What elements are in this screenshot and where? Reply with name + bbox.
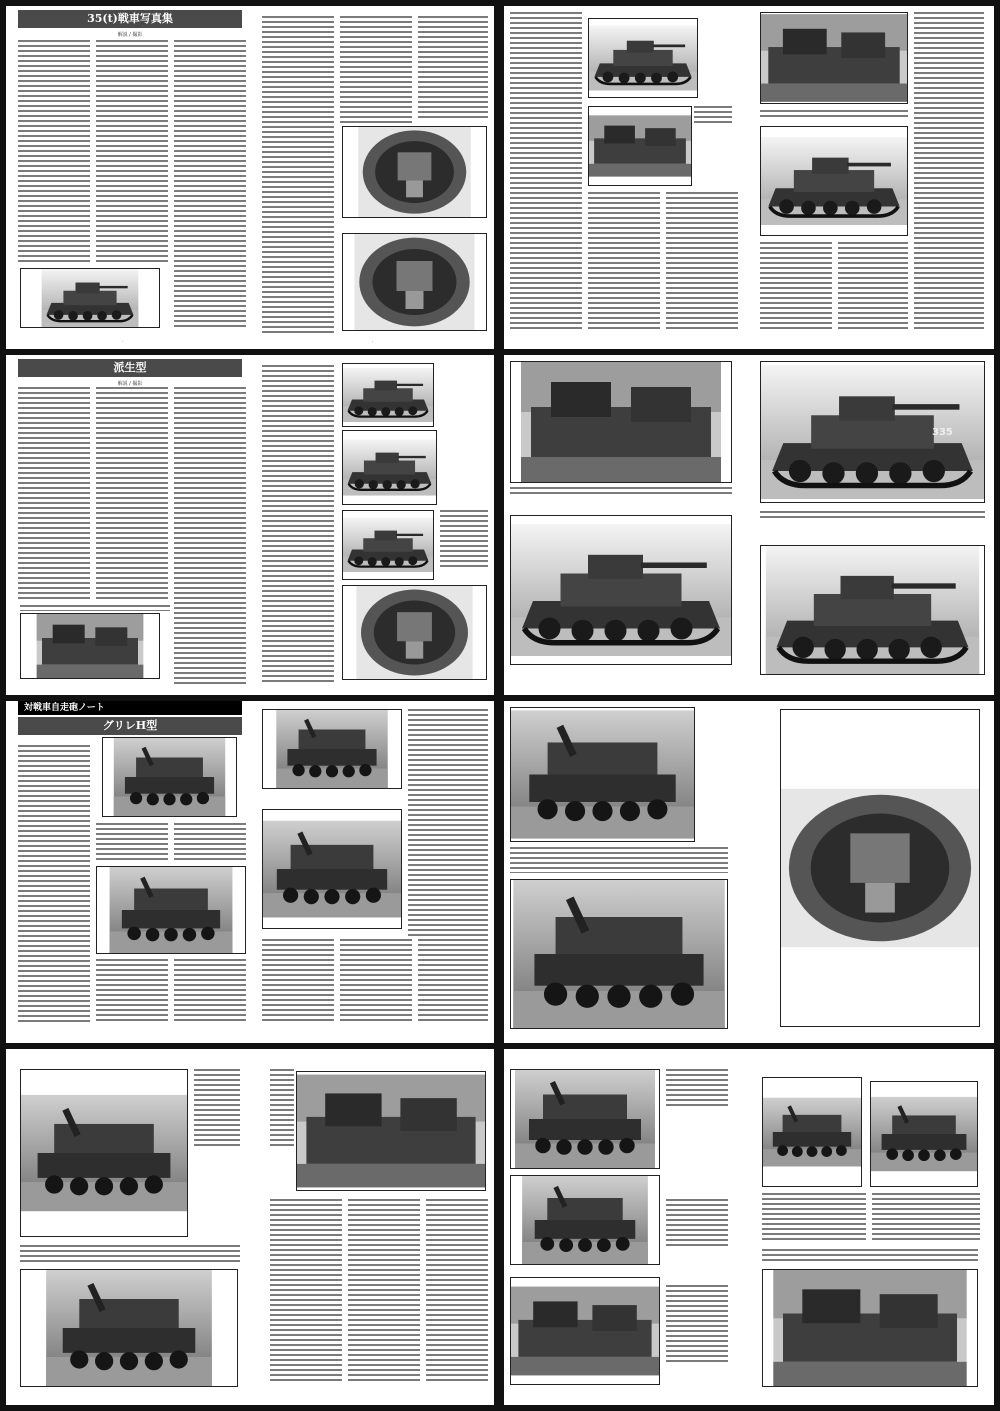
text-column xyxy=(262,16,334,336)
spg-photo xyxy=(262,709,402,789)
text-column xyxy=(174,959,246,1024)
spg-top-photo xyxy=(780,709,980,1027)
spg-photo xyxy=(20,1069,188,1237)
tank-photo-icon xyxy=(343,431,436,504)
tank-photo-icon xyxy=(589,19,697,97)
series-label: 対戦車自走砲ノート xyxy=(18,701,242,715)
tank-photo-icon xyxy=(343,511,433,579)
photo-caption xyxy=(510,847,728,873)
spg-photo xyxy=(510,1069,660,1169)
photo-caption xyxy=(20,605,170,611)
spread1-title: 35(t)戦車写真集 xyxy=(18,10,242,28)
spread3-title: グリレH型 xyxy=(18,717,242,735)
spread1-subtitle: 解説 / 撮影 xyxy=(117,32,143,38)
tank-photo xyxy=(342,363,434,427)
spg-photo xyxy=(762,1077,862,1187)
spread3-right-page xyxy=(504,701,988,1043)
spg-photo xyxy=(762,1269,978,1387)
text-column xyxy=(588,192,660,332)
spg-photo xyxy=(510,879,728,1029)
tank-photo-icon xyxy=(511,362,731,482)
page-number: · xyxy=(122,339,124,344)
tank-photo-icon xyxy=(21,269,159,327)
text-column xyxy=(340,939,412,1024)
spread2-right-page xyxy=(504,355,988,695)
turret-photo xyxy=(342,233,487,331)
tank-photo xyxy=(760,545,985,675)
spg-photo xyxy=(102,737,237,817)
text-column xyxy=(760,242,832,332)
photo-caption xyxy=(510,487,732,495)
spg-photo xyxy=(870,1081,978,1187)
tank-photo-icon xyxy=(343,364,433,426)
tank-photo xyxy=(20,268,160,328)
tank-photo-icon xyxy=(343,586,486,679)
page-number: · xyxy=(372,339,374,344)
spg-photo xyxy=(20,1269,238,1387)
tank-photo-icon xyxy=(781,710,979,1026)
spread2-subtitle: 解説 / 撮影 xyxy=(117,381,143,387)
spread-divider xyxy=(494,0,504,1411)
text-column xyxy=(348,1199,420,1384)
spread1-right-page xyxy=(504,6,988,349)
tank-photo-icon xyxy=(343,127,486,217)
tank-photo-icon xyxy=(511,880,727,1028)
tank-photo xyxy=(296,1071,486,1191)
photo-caption xyxy=(20,1245,240,1265)
photo-caption xyxy=(666,1069,728,1109)
photo-caption xyxy=(270,1069,294,1149)
photo-caption xyxy=(762,1193,866,1243)
tank-photo-icon xyxy=(511,516,731,664)
text-column xyxy=(174,40,246,330)
photo-caption xyxy=(666,1285,728,1365)
text-column xyxy=(418,16,488,121)
tank-photo-icon xyxy=(263,710,401,788)
tank-photo-icon xyxy=(763,1078,861,1186)
tank-photo xyxy=(588,18,698,98)
text-column xyxy=(838,242,908,332)
text-column xyxy=(666,192,738,332)
text-column xyxy=(270,1199,342,1384)
photo-caption xyxy=(440,510,488,570)
text-column xyxy=(18,40,90,265)
photo-caption xyxy=(760,110,908,120)
spread1-left-page xyxy=(12,6,494,349)
text-column xyxy=(418,939,488,1024)
text-column xyxy=(408,709,488,939)
spread3-left-page xyxy=(12,701,494,1043)
tank-photo xyxy=(510,515,732,665)
tank-photo-icon xyxy=(763,1270,977,1386)
tank-photo xyxy=(760,12,908,104)
tank-photo-icon xyxy=(343,234,486,330)
text-column xyxy=(510,12,582,332)
photo-caption xyxy=(194,1069,240,1149)
spg-photo xyxy=(262,809,402,929)
text-column xyxy=(426,1199,488,1384)
tank-photo-icon xyxy=(511,1176,659,1264)
tank-photo-icon xyxy=(21,1270,237,1386)
text-column xyxy=(96,387,168,602)
tank-photo xyxy=(342,430,437,505)
photo-caption xyxy=(762,1249,978,1263)
photo-caption xyxy=(872,1193,980,1243)
text-column xyxy=(340,96,412,126)
tank-photo-icon xyxy=(21,614,159,678)
tank-photo-icon xyxy=(761,546,984,674)
spread2-title: 派生型 xyxy=(18,359,242,377)
spg-photo xyxy=(510,707,695,842)
photo-caption xyxy=(760,511,985,521)
tank-photo xyxy=(342,510,434,580)
text-column xyxy=(914,12,984,332)
tank-photo xyxy=(588,106,692,186)
tank-photo-icon xyxy=(97,867,245,953)
spread4-left-page xyxy=(12,1049,494,1405)
spg-photo xyxy=(510,1175,660,1265)
tank-photo-icon xyxy=(589,107,691,185)
tank-photo-icon xyxy=(103,738,236,816)
photo-caption xyxy=(694,106,732,124)
tank-photo-icon xyxy=(511,708,694,841)
tank-photo-icon xyxy=(511,1278,659,1384)
tank-photo xyxy=(760,126,908,236)
tank-photo-icon xyxy=(761,127,907,235)
interior-photo xyxy=(342,126,487,218)
text-column xyxy=(18,745,90,1025)
tank-photo xyxy=(510,361,732,483)
text-column xyxy=(262,939,334,1024)
tank-photo-icon xyxy=(761,13,907,103)
text-column xyxy=(96,959,168,1024)
tank-photo-icon xyxy=(297,1072,485,1190)
spg-photo xyxy=(510,1277,660,1385)
tank-photo-icon xyxy=(263,810,401,928)
text-column xyxy=(174,387,246,687)
spg-photo xyxy=(96,866,246,954)
interior-photo xyxy=(342,585,487,680)
photo-caption xyxy=(666,1199,728,1249)
text-column xyxy=(96,823,168,863)
spread4-right-page xyxy=(504,1049,988,1405)
turret-number: 335 xyxy=(932,427,953,438)
text-column xyxy=(18,387,90,602)
tank-photo-icon xyxy=(21,1070,187,1236)
text-column xyxy=(262,365,334,685)
tank-photo xyxy=(20,613,160,679)
tank-photo-icon xyxy=(511,1070,659,1168)
spread2-left-page xyxy=(12,355,494,695)
text-column xyxy=(264,96,334,98)
text-column xyxy=(174,823,246,863)
tank-photo-icon xyxy=(871,1082,977,1186)
text-column xyxy=(96,40,168,265)
